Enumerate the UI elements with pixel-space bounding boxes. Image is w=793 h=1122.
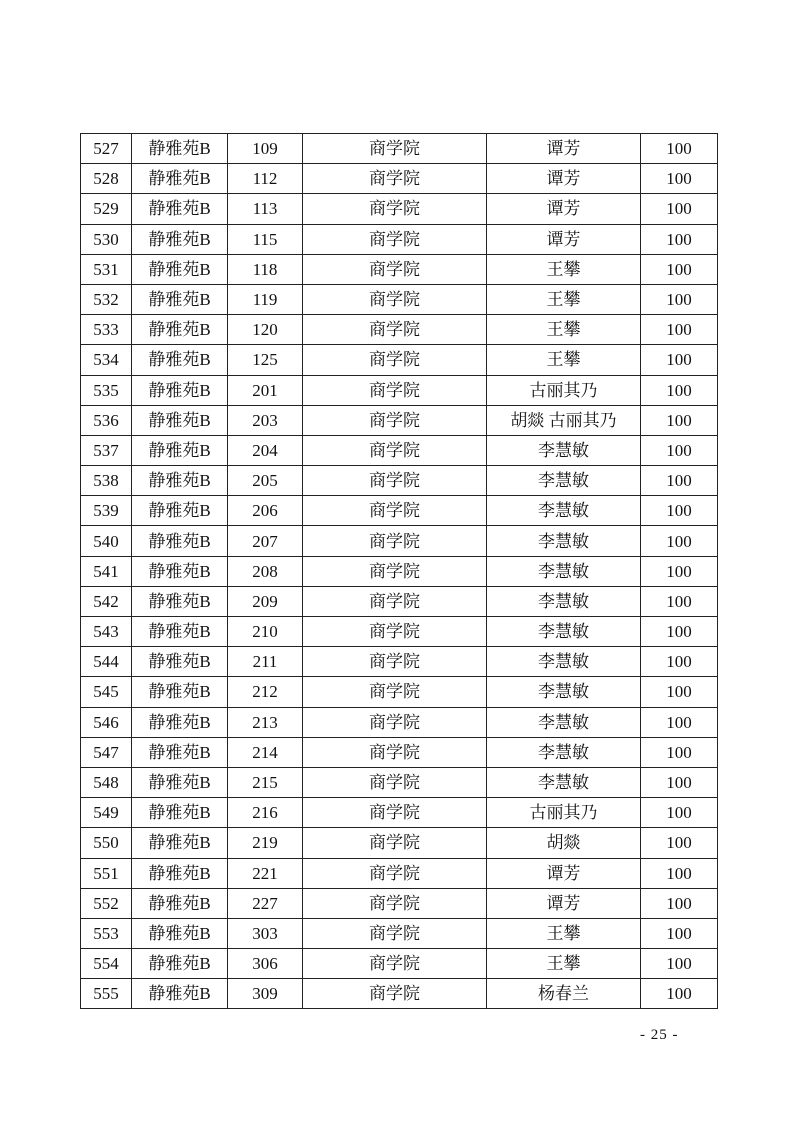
- college-cell: 商学院: [303, 224, 487, 254]
- table-body: [81, 134, 718, 1009]
- row-number-cell: 530: [81, 224, 132, 254]
- room-cell: 125: [228, 345, 303, 375]
- college-cell: 商学院: [303, 979, 487, 1009]
- score-cell: 100: [641, 345, 718, 375]
- staff-cell: 谭芳: [487, 194, 641, 224]
- college-cell: 商学院: [303, 949, 487, 979]
- college-cell: 商学院: [303, 617, 487, 647]
- score-cell: 100: [641, 707, 718, 737]
- room-cell: 205: [228, 466, 303, 496]
- table-row: [81, 798, 718, 828]
- college-cell: 商学院: [303, 466, 487, 496]
- room-cell: 214: [228, 737, 303, 767]
- staff-cell: 胡燚 古丽其乃: [487, 405, 641, 435]
- room-cell: 112: [228, 164, 303, 194]
- building-cell: 静雅苑B: [132, 496, 228, 526]
- staff-cell: 胡燚: [487, 828, 641, 858]
- row-number-cell: 528: [81, 164, 132, 194]
- room-cell: 216: [228, 798, 303, 828]
- score-cell: 100: [641, 224, 718, 254]
- row-number-cell: 550: [81, 828, 132, 858]
- staff-cell: 古丽其乃: [487, 798, 641, 828]
- row-number-cell: 546: [81, 707, 132, 737]
- building-cell: 静雅苑B: [132, 858, 228, 888]
- building-cell: 静雅苑B: [132, 466, 228, 496]
- staff-cell: 李慧敏: [487, 647, 641, 677]
- building-cell: 静雅苑B: [132, 888, 228, 918]
- staff-cell: 李慧敏: [487, 526, 641, 556]
- building-cell: 静雅苑B: [132, 375, 228, 405]
- room-cell: 306: [228, 949, 303, 979]
- room-cell: 203: [228, 405, 303, 435]
- row-number-cell: 532: [81, 284, 132, 314]
- college-cell: 商学院: [303, 134, 487, 164]
- score-cell: 100: [641, 918, 718, 948]
- score-cell: 100: [641, 767, 718, 797]
- score-cell: 100: [641, 405, 718, 435]
- row-number-cell: 534: [81, 345, 132, 375]
- college-cell: 商学院: [303, 888, 487, 918]
- score-cell: 100: [641, 556, 718, 586]
- staff-cell: 王攀: [487, 284, 641, 314]
- building-cell: 静雅苑B: [132, 737, 228, 767]
- score-cell: 100: [641, 375, 718, 405]
- score-cell: 100: [641, 798, 718, 828]
- table-row: [81, 918, 718, 948]
- building-cell: 静雅苑B: [132, 405, 228, 435]
- staff-cell: 李慧敏: [487, 556, 641, 586]
- staff-cell: 李慧敏: [487, 677, 641, 707]
- staff-cell: 李慧敏: [487, 466, 641, 496]
- staff-cell: 李慧敏: [487, 435, 641, 465]
- table-row: [81, 466, 718, 496]
- score-cell: 100: [641, 647, 718, 677]
- college-cell: 商学院: [303, 345, 487, 375]
- table-row: [81, 828, 718, 858]
- score-cell: 100: [641, 888, 718, 918]
- score-cell: 100: [641, 284, 718, 314]
- building-cell: 静雅苑B: [132, 949, 228, 979]
- college-cell: 商学院: [303, 707, 487, 737]
- score-cell: 100: [641, 828, 718, 858]
- room-cell: 109: [228, 134, 303, 164]
- building-cell: 静雅苑B: [132, 284, 228, 314]
- room-cell: 215: [228, 767, 303, 797]
- staff-cell: 谭芳: [487, 134, 641, 164]
- table-row: [81, 164, 718, 194]
- staff-cell: 李慧敏: [487, 767, 641, 797]
- room-cell: 207: [228, 526, 303, 556]
- room-cell: 115: [228, 224, 303, 254]
- building-cell: 静雅苑B: [132, 828, 228, 858]
- college-cell: 商学院: [303, 828, 487, 858]
- college-cell: 商学院: [303, 526, 487, 556]
- score-cell: 100: [641, 466, 718, 496]
- building-cell: 静雅苑B: [132, 647, 228, 677]
- row-number-cell: 527: [81, 134, 132, 164]
- building-cell: 静雅苑B: [132, 586, 228, 616]
- score-cell: 100: [641, 435, 718, 465]
- table-row: [81, 526, 718, 556]
- row-number-cell: 538: [81, 466, 132, 496]
- room-cell: 206: [228, 496, 303, 526]
- row-number-cell: 543: [81, 617, 132, 647]
- row-number-cell: 547: [81, 737, 132, 767]
- table-row: [81, 284, 718, 314]
- room-cell: 309: [228, 979, 303, 1009]
- building-cell: 静雅苑B: [132, 435, 228, 465]
- row-number-cell: 533: [81, 315, 132, 345]
- room-cell: 213: [228, 707, 303, 737]
- row-number-cell: 535: [81, 375, 132, 405]
- building-cell: 静雅苑B: [132, 979, 228, 1009]
- table-row: [81, 737, 718, 767]
- building-cell: 静雅苑B: [132, 315, 228, 345]
- table-row: [81, 345, 718, 375]
- score-cell: 100: [641, 134, 718, 164]
- room-cell: 113: [228, 194, 303, 224]
- staff-cell: 李慧敏: [487, 707, 641, 737]
- room-cell: 118: [228, 254, 303, 284]
- staff-cell: 王攀: [487, 315, 641, 345]
- score-cell: 100: [641, 526, 718, 556]
- room-cell: 210: [228, 617, 303, 647]
- table-row: [81, 254, 718, 284]
- row-number-cell: 553: [81, 918, 132, 948]
- college-cell: 商学院: [303, 435, 487, 465]
- college-cell: 商学院: [303, 254, 487, 284]
- table-row: [81, 134, 718, 164]
- building-cell: 静雅苑B: [132, 798, 228, 828]
- building-cell: 静雅苑B: [132, 194, 228, 224]
- college-cell: 商学院: [303, 315, 487, 345]
- row-number-cell: 531: [81, 254, 132, 284]
- room-cell: 201: [228, 375, 303, 405]
- college-cell: 商学院: [303, 496, 487, 526]
- room-cell: 219: [228, 828, 303, 858]
- staff-cell: 王攀: [487, 254, 641, 284]
- room-cell: 303: [228, 918, 303, 948]
- building-cell: 静雅苑B: [132, 164, 228, 194]
- score-cell: 100: [641, 164, 718, 194]
- college-cell: 商学院: [303, 284, 487, 314]
- row-number-cell: 555: [81, 979, 132, 1009]
- table-row: [81, 556, 718, 586]
- score-cell: 100: [641, 496, 718, 526]
- staff-cell: 王攀: [487, 949, 641, 979]
- room-cell: 208: [228, 556, 303, 586]
- table-row: [81, 647, 718, 677]
- score-cell: 100: [641, 617, 718, 647]
- row-number-cell: 548: [81, 767, 132, 797]
- row-number-cell: 552: [81, 888, 132, 918]
- table-row: [81, 979, 718, 1009]
- table-row: [81, 435, 718, 465]
- score-cell: 100: [641, 677, 718, 707]
- college-cell: 商学院: [303, 375, 487, 405]
- table-row: [81, 767, 718, 797]
- college-cell: 商学院: [303, 405, 487, 435]
- college-cell: 商学院: [303, 556, 487, 586]
- building-cell: 静雅苑B: [132, 767, 228, 797]
- score-cell: 100: [641, 315, 718, 345]
- table-row: [81, 224, 718, 254]
- staff-cell: 谭芳: [487, 858, 641, 888]
- staff-cell: 李慧敏: [487, 617, 641, 647]
- college-cell: 商学院: [303, 798, 487, 828]
- table-row: [81, 858, 718, 888]
- building-cell: 静雅苑B: [132, 707, 228, 737]
- page-number: - 25 -: [640, 1027, 679, 1043]
- staff-cell: 古丽其乃: [487, 375, 641, 405]
- score-cell: 100: [641, 858, 718, 888]
- row-number-cell: 549: [81, 798, 132, 828]
- table-row: [81, 617, 718, 647]
- college-cell: 商学院: [303, 164, 487, 194]
- row-number-cell: 545: [81, 677, 132, 707]
- college-cell: 商学院: [303, 767, 487, 797]
- row-number-cell: 529: [81, 194, 132, 224]
- score-cell: 100: [641, 194, 718, 224]
- building-cell: 静雅苑B: [132, 677, 228, 707]
- score-cell: 100: [641, 979, 718, 1009]
- building-cell: 静雅苑B: [132, 526, 228, 556]
- row-number-cell: 536: [81, 405, 132, 435]
- score-cell: 100: [641, 949, 718, 979]
- college-cell: 商学院: [303, 194, 487, 224]
- college-cell: 商学院: [303, 647, 487, 677]
- room-cell: 209: [228, 586, 303, 616]
- staff-cell: 李慧敏: [487, 496, 641, 526]
- table-row: [81, 888, 718, 918]
- college-cell: 商学院: [303, 858, 487, 888]
- table-row: [81, 949, 718, 979]
- row-number-cell: 537: [81, 435, 132, 465]
- dorm-inspection-table: [80, 133, 718, 1009]
- building-cell: 静雅苑B: [132, 224, 228, 254]
- college-cell: 商学院: [303, 918, 487, 948]
- college-cell: 商学院: [303, 586, 487, 616]
- row-number-cell: 554: [81, 949, 132, 979]
- college-cell: 商学院: [303, 677, 487, 707]
- staff-cell: 王攀: [487, 918, 641, 948]
- score-cell: 100: [641, 254, 718, 284]
- table-row: [81, 677, 718, 707]
- staff-cell: 谭芳: [487, 224, 641, 254]
- table-row: [81, 375, 718, 405]
- table-row: [81, 586, 718, 616]
- staff-cell: 谭芳: [487, 164, 641, 194]
- room-cell: 221: [228, 858, 303, 888]
- staff-cell: 谭芳: [487, 888, 641, 918]
- college-cell: 商学院: [303, 737, 487, 767]
- row-number-cell: 544: [81, 647, 132, 677]
- building-cell: 静雅苑B: [132, 134, 228, 164]
- table-row: [81, 315, 718, 345]
- row-number-cell: 539: [81, 496, 132, 526]
- room-cell: 211: [228, 647, 303, 677]
- room-cell: 212: [228, 677, 303, 707]
- staff-cell: 杨春兰: [487, 979, 641, 1009]
- building-cell: 静雅苑B: [132, 617, 228, 647]
- row-number-cell: 541: [81, 556, 132, 586]
- building-cell: 静雅苑B: [132, 556, 228, 586]
- table-row: [81, 194, 718, 224]
- table-row: [81, 405, 718, 435]
- building-cell: 静雅苑B: [132, 918, 228, 948]
- table-row: [81, 707, 718, 737]
- room-cell: 227: [228, 888, 303, 918]
- room-cell: 119: [228, 284, 303, 314]
- staff-cell: 王攀: [487, 345, 641, 375]
- score-cell: 100: [641, 737, 718, 767]
- room-cell: 204: [228, 435, 303, 465]
- room-cell: 120: [228, 315, 303, 345]
- staff-cell: 李慧敏: [487, 737, 641, 767]
- staff-cell: 李慧敏: [487, 586, 641, 616]
- score-cell: 100: [641, 586, 718, 616]
- table-row: [81, 496, 718, 526]
- row-number-cell: 542: [81, 586, 132, 616]
- row-number-cell: 540: [81, 526, 132, 556]
- row-number-cell: 551: [81, 858, 132, 888]
- building-cell: 静雅苑B: [132, 345, 228, 375]
- building-cell: 静雅苑B: [132, 254, 228, 284]
